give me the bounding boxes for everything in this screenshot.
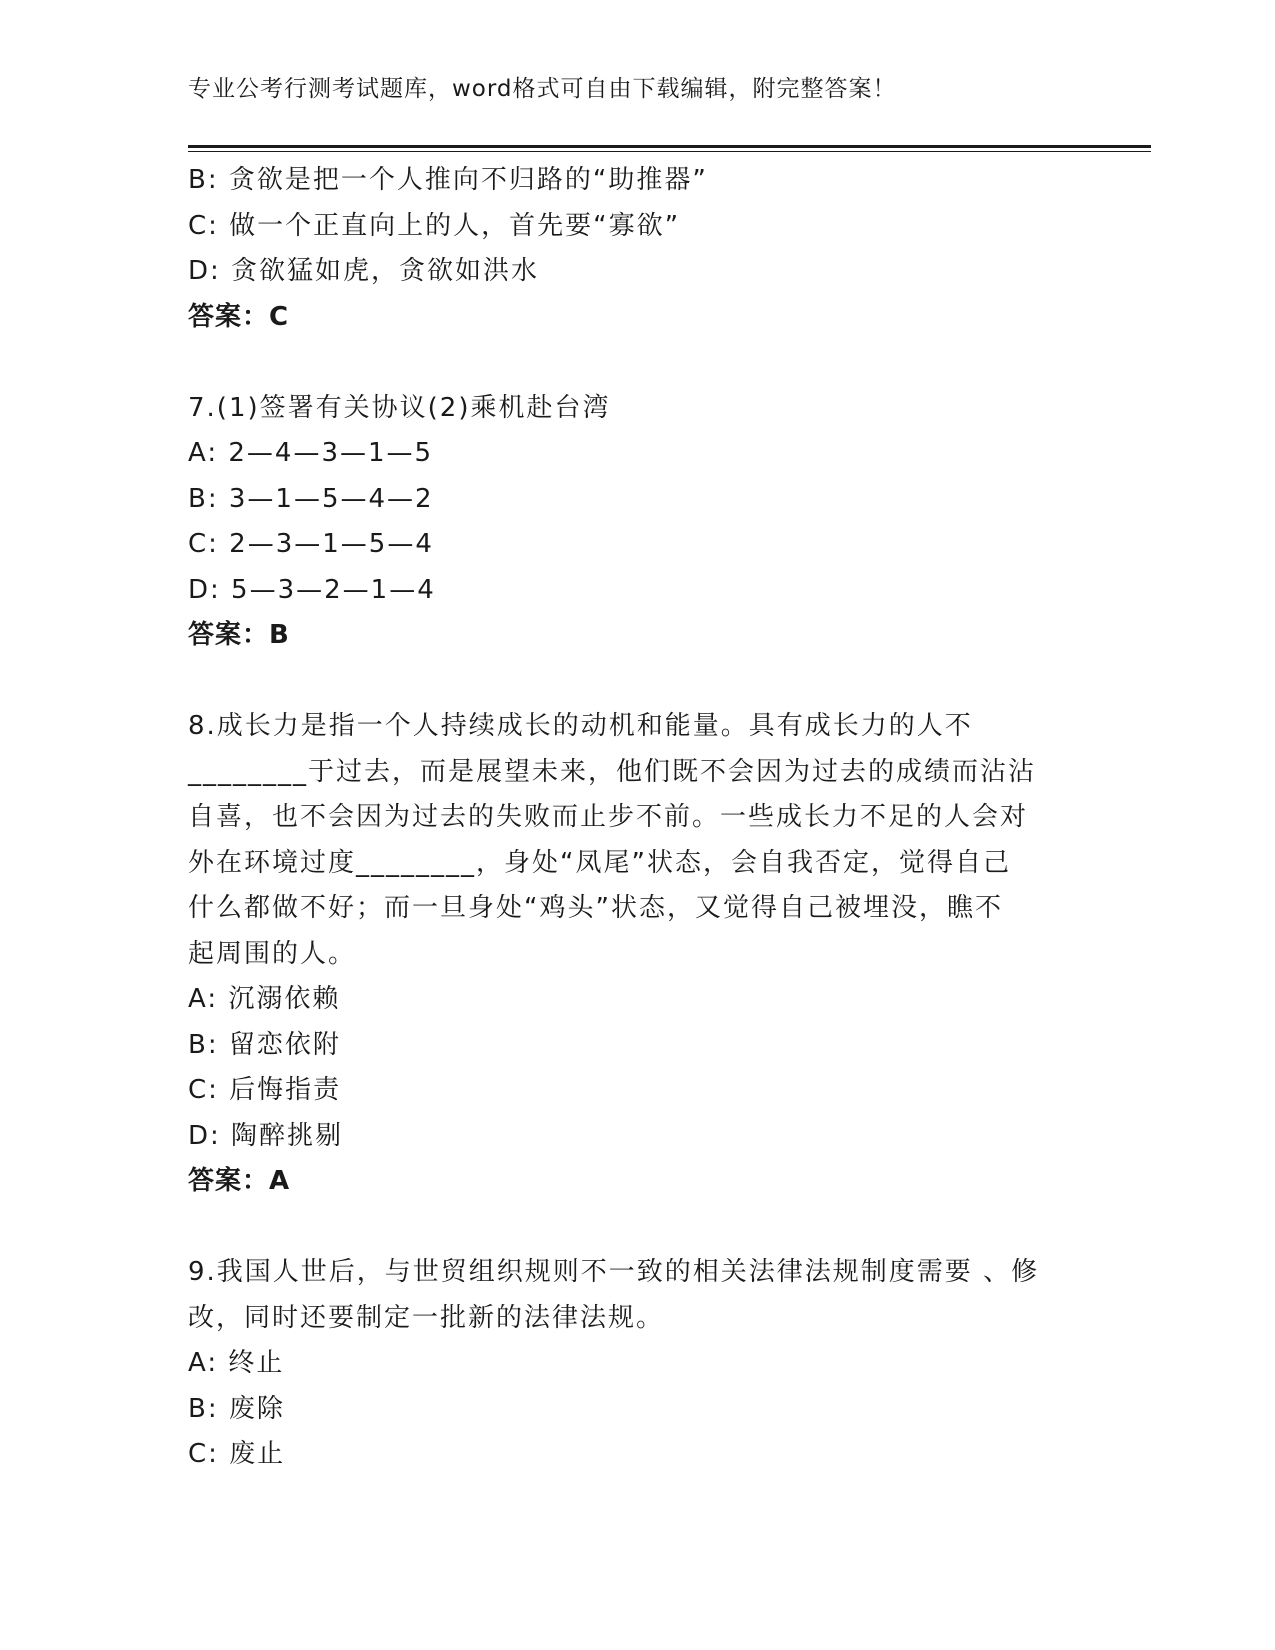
q8-question-line: 起周围的人。: [188, 938, 357, 969]
q8-question-line: 8.成长力是指一个人持续成长的动机和能量。具有成长力的人不: [188, 711, 973, 741]
q8-question-line: 什么都做不好；而一旦身处“鸡头”状态，又觉得自己被埋没，瞧不: [188, 893, 1003, 923]
q8-option-d: D: 陶醉挑剔: [188, 1120, 344, 1151]
q8-question-line: ________于过去，而是展望未来，他们既不会因为过去的成绩而沾沾: [188, 756, 1037, 787]
q7-question: 7.(1)签署有关协议(2)乘机赴台湾: [188, 392, 611, 423]
q8-question-line: 自喜，也不会因为过去的失败而止步不前。一些成长力不足的人会对: [188, 802, 1029, 832]
q9-option-b: B: 废除: [188, 1393, 285, 1424]
q8-option-b: B: 留恋依附: [188, 1029, 341, 1060]
q8-option-a: A: 沉溺依赖: [188, 984, 341, 1014]
q6-option-b: B: 贪欲是把一个人推向不归路的“助推器”: [188, 165, 708, 195]
q9-question-line: 9.我国人世后，与世贸组织规则不一致的相关法律法规制度需要 、修: [188, 1257, 1040, 1287]
q7-option-a: A: 2—4—3—1—5: [188, 438, 434, 468]
header-rule-thick: [188, 145, 1151, 148]
q9-option-c: C: 废止: [188, 1439, 286, 1469]
q9-option-a: A: 终止: [188, 1348, 285, 1378]
q8-question-line: 外在环境过度________，身处“凤尾”状态，会自我否定，觉得自己: [188, 847, 1011, 878]
q6-answer: 答案：C: [188, 301, 290, 332]
q7-option-b: B: 3—1—5—4—2: [188, 483, 434, 514]
q6-option-c: C: 做一个正直向上的人，首先要“寡欲”: [188, 210, 681, 241]
document-body: [188, 158, 1088, 1478]
q8-option-c: C: 后悔指责: [188, 1075, 342, 1105]
q7-option-d: D: 5—3—2—1—4: [188, 574, 436, 605]
q7-option-c: C: 2—3—1—5—4: [188, 529, 434, 559]
q9-question-line: 改，同时还要制定一批新的法律法规。: [188, 1302, 665, 1333]
q8-answer: 答案：A: [188, 1166, 291, 1196]
q6-option-d: D: 贪欲猛如虎，贪欲如洪水: [188, 256, 540, 286]
header-rule-thin: [188, 151, 1151, 152]
q7-answer: 答案：B: [188, 620, 290, 650]
spacer: [188, 659, 1088, 705]
spacer: [188, 1205, 1088, 1251]
page-header: 专业公考行测考试题库，word格式可自由下载编辑，附完整答案！: [188, 76, 897, 102]
spacer: [188, 340, 1088, 386]
